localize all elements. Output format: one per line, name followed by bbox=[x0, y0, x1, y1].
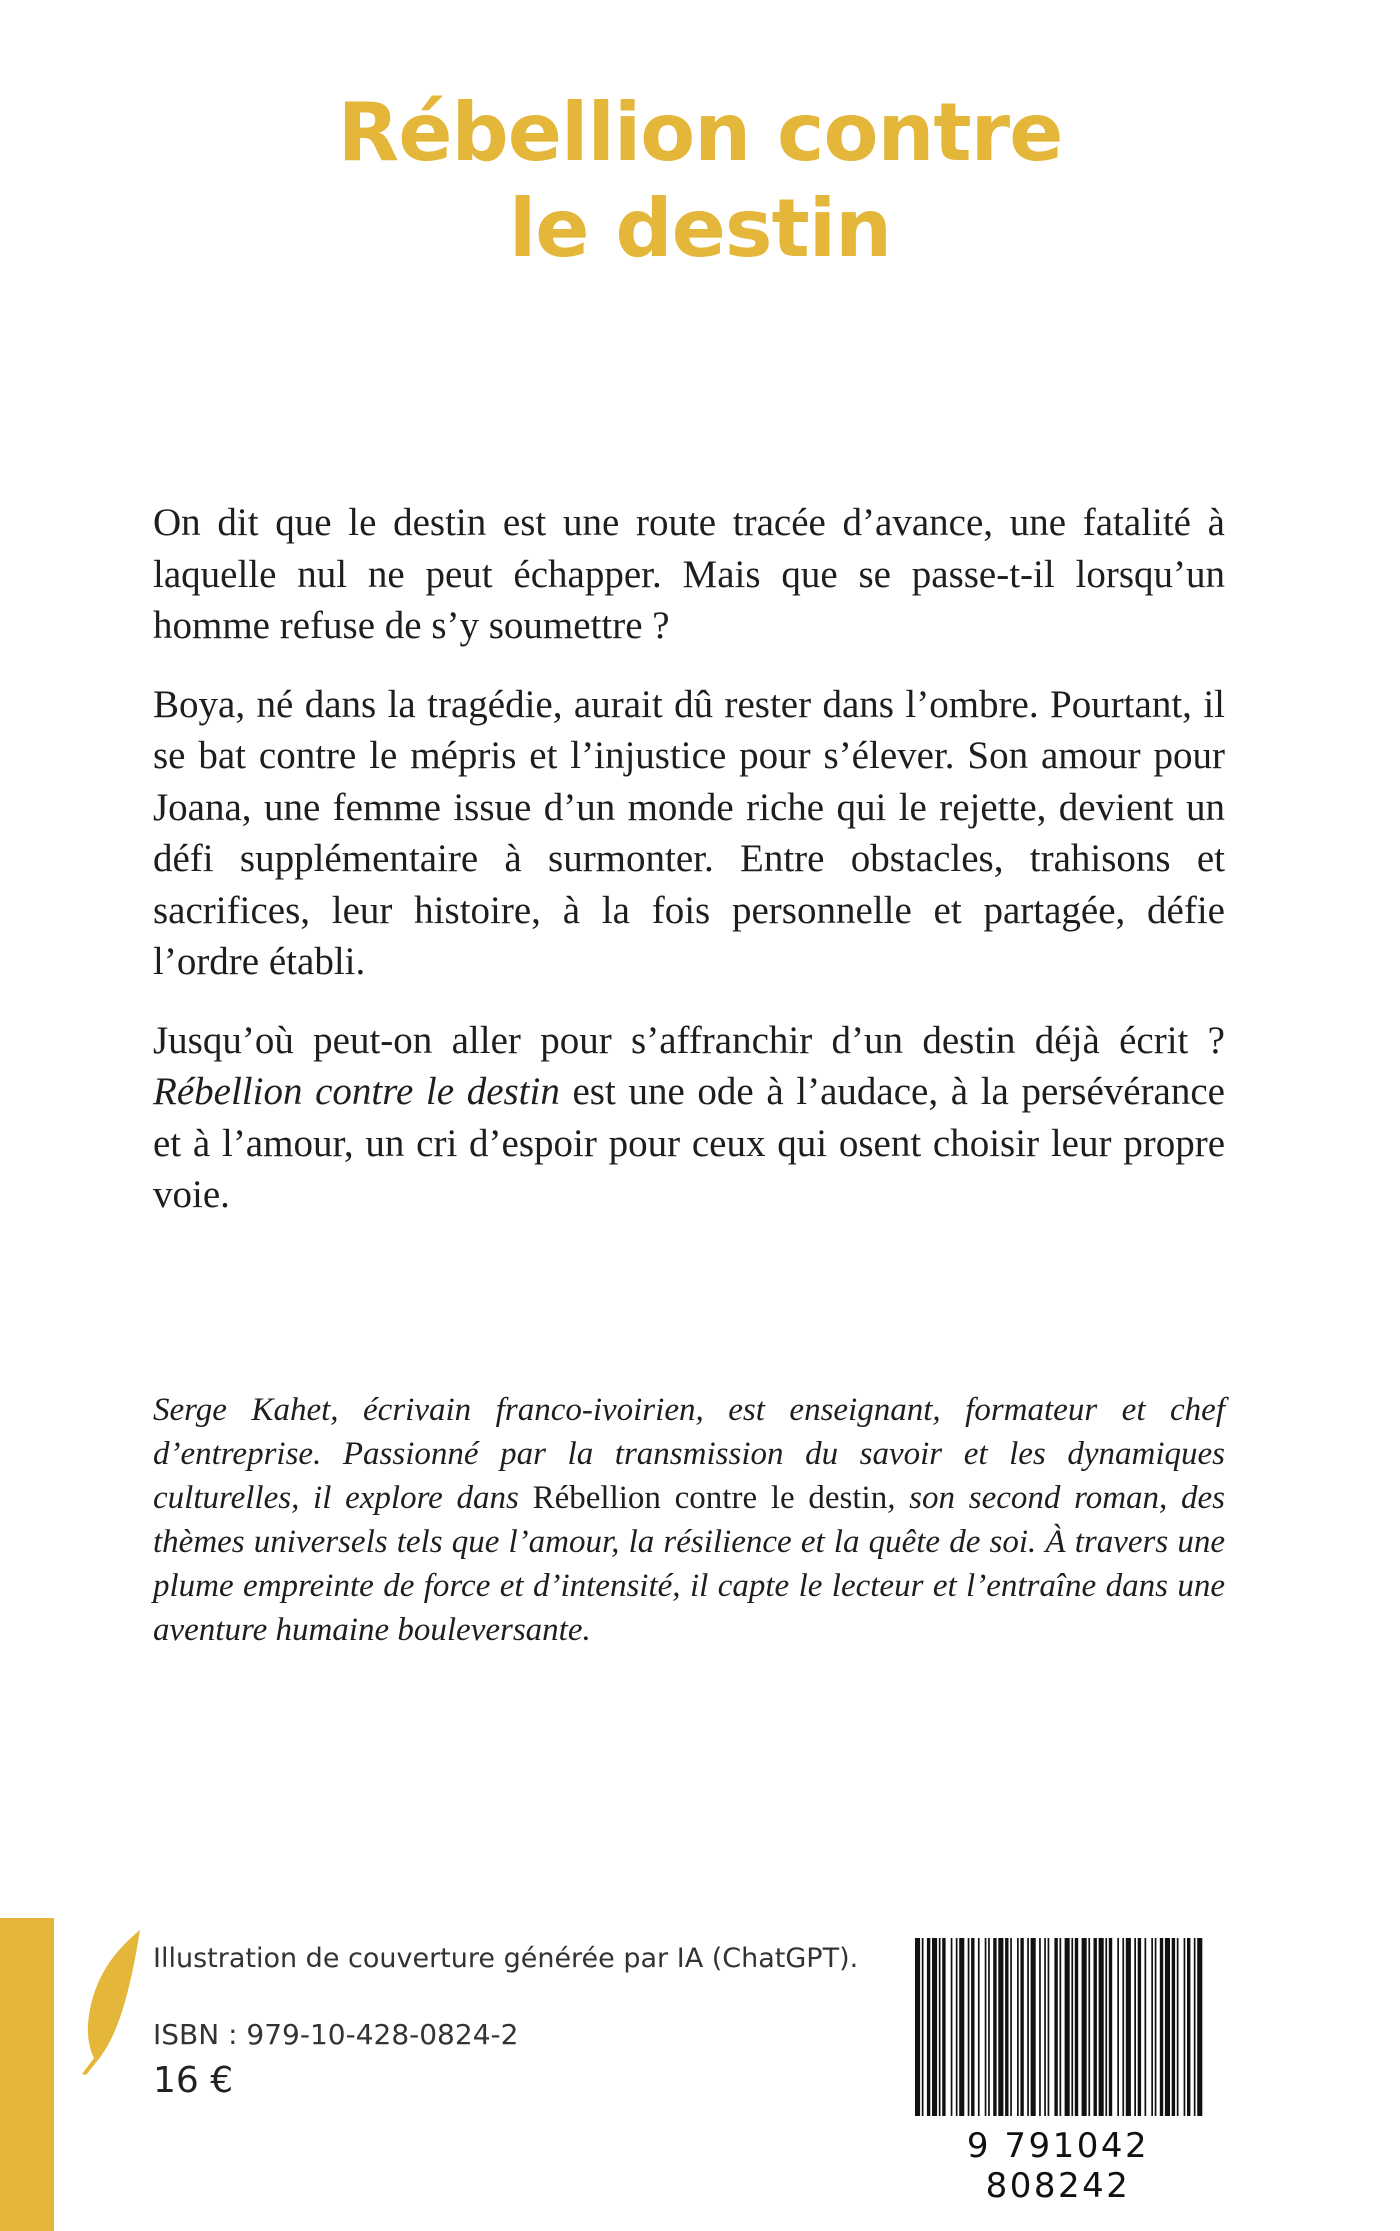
bio-book-title: Rébellion contre le destin bbox=[532, 1480, 888, 1516]
barcode-bar bbox=[1184, 1938, 1186, 2116]
barcode-bar bbox=[1126, 1938, 1131, 2116]
book-title-line-2: le destin bbox=[508, 182, 892, 275]
barcode-bar bbox=[1010, 1938, 1012, 2116]
barcode-bar bbox=[1172, 1938, 1175, 2116]
barcode-bar bbox=[1048, 1938, 1050, 2116]
barcode-bar bbox=[1082, 1938, 1087, 2116]
barcode-bar bbox=[1020, 1938, 1023, 2116]
barcode-bar bbox=[1054, 1938, 1057, 2116]
author-bio bbox=[153, 1388, 1225, 1652]
barcode-bar bbox=[1027, 1938, 1029, 2116]
barcode-bar bbox=[968, 1938, 970, 2116]
price: 16 € bbox=[153, 2060, 234, 2101]
barcode-bar bbox=[1160, 1938, 1163, 2116]
barcode-bar bbox=[1194, 1938, 1196, 2116]
barcode-bar bbox=[993, 1938, 996, 2116]
barcode-bar bbox=[1177, 1938, 1179, 2116]
synopsis-paragraph-2: Boya, né dans la tragédie, aurait dû rester dans l’ombre. Pourtant, il se bat contre le mépris et l’injustice pour s’élever. Son amour pour Joana, une femme issue d’un monde riche qui le rejette, devient un défi supplémentaire à surmonter. Entre obstacles, trahisons et sacrifices, leur histoire, à la fois personnelle et partagée, défie l’ordre établi. bbox=[153, 682, 1225, 983]
barcode-bar bbox=[942, 1938, 945, 2116]
barcode-bar bbox=[1134, 1938, 1136, 2116]
barcode-bar bbox=[1060, 1938, 1062, 2116]
barcode-bar bbox=[1165, 1938, 1170, 2116]
synopsis-paragraph-1: On dit que le destin est une route tracée d’avance, une fatalité à laquelle nul ne peut échapper. Mais que se passe-t-il lorsqu’un homme refuse de s’y soumettre ? bbox=[153, 501, 1225, 647]
barcode-bar bbox=[1094, 1938, 1097, 2116]
barcode-bar bbox=[1151, 1938, 1153, 2116]
barcode-bar bbox=[1155, 1938, 1157, 2116]
barcode-bar bbox=[959, 1938, 964, 2116]
barcode-bar bbox=[1017, 1938, 1019, 2116]
barcode-bar bbox=[1044, 1938, 1046, 2116]
barcode-bar bbox=[1105, 1938, 1107, 2116]
barcode-bar bbox=[1122, 1938, 1124, 2116]
barcode-bar bbox=[988, 1938, 990, 2116]
barcode-bars bbox=[915, 1938, 1205, 2116]
barcode-bar bbox=[956, 1938, 958, 2116]
barcode-bar bbox=[1065, 1938, 1070, 2116]
barcode-bar bbox=[1031, 1938, 1036, 2116]
barcode-bar bbox=[951, 1938, 953, 2116]
barcode-digits: 9 791042 808242 bbox=[966, 2126, 1150, 2206]
barcode-bar bbox=[927, 1938, 930, 2116]
barcode-bar bbox=[1109, 1938, 1112, 2116]
barcode-bar bbox=[922, 1938, 924, 2116]
bio-text-1: , écrivain franco-ivoirien, est enseignant, formateur et chef d’entreprise. Passionné par la transmission du savoir et les dynamiques culturelles, il explore dans bbox=[153, 1392, 1225, 1516]
barcode-bar bbox=[1088, 1938, 1090, 2116]
isbn: ISBN : 979-10-428-0824-2 bbox=[153, 2018, 519, 2051]
synopsis-paragraph-3 bbox=[153, 1015, 1225, 1221]
barcode bbox=[888, 1928, 1228, 2206]
synopsis-conclusion: est une ode à l’audace, à la persévérance et à l’amour, un cri d’espoir pour ceux qui osent choisir leur propre voie. bbox=[153, 1070, 1225, 1216]
barcode-bar bbox=[1075, 1938, 1078, 2116]
book-title-line-1: Rébellion contre bbox=[337, 86, 1063, 179]
barcode-bar bbox=[1145, 1938, 1147, 2116]
bio-text-2: , son second roman, des thèmes universels tels que l’amour, la résilience et la quête de soi. À travers une plume empreinte de force et d’intensité, il capte le lecteur et l’entraîne dans une aventure humaine bouleversante. bbox=[153, 1480, 1226, 1648]
cover-credit: Illustration de couverture générée par IA (ChatGPT). bbox=[153, 1943, 859, 1974]
barcode-bar bbox=[1138, 1938, 1141, 2116]
barcode-bar bbox=[1005, 1938, 1008, 2116]
accent-sidebar bbox=[0, 1918, 54, 2231]
barcode-bar bbox=[915, 1938, 920, 2116]
barcode-bar bbox=[1039, 1938, 1041, 2116]
barcode-bar bbox=[998, 1938, 1003, 2116]
barcode-bar bbox=[971, 1938, 974, 2116]
barcode-bar bbox=[1197, 1938, 1202, 2116]
book-title bbox=[0, 85, 1400, 277]
barcode-bar bbox=[939, 1938, 941, 2116]
barcode-bar bbox=[978, 1938, 980, 2116]
feather-icon bbox=[78, 1928, 144, 2076]
synopsis-question: Jusqu’où peut-on aller pour s’affranchir d’un destin déjà écrit ? bbox=[153, 1018, 1225, 1062]
barcode-bar bbox=[985, 1938, 987, 2116]
barcode-bar bbox=[932, 1938, 937, 2116]
barcode-bar bbox=[1071, 1938, 1073, 2116]
barcode-bar bbox=[1099, 1938, 1104, 2116]
author-name: Serge Kahet bbox=[153, 1392, 331, 1428]
synopsis-book-title: Rébellion contre le destin bbox=[153, 1070, 560, 1113]
barcode-bar bbox=[1187, 1938, 1190, 2116]
barcode-bar bbox=[1117, 1938, 1119, 2116]
synopsis bbox=[153, 497, 1225, 1248]
